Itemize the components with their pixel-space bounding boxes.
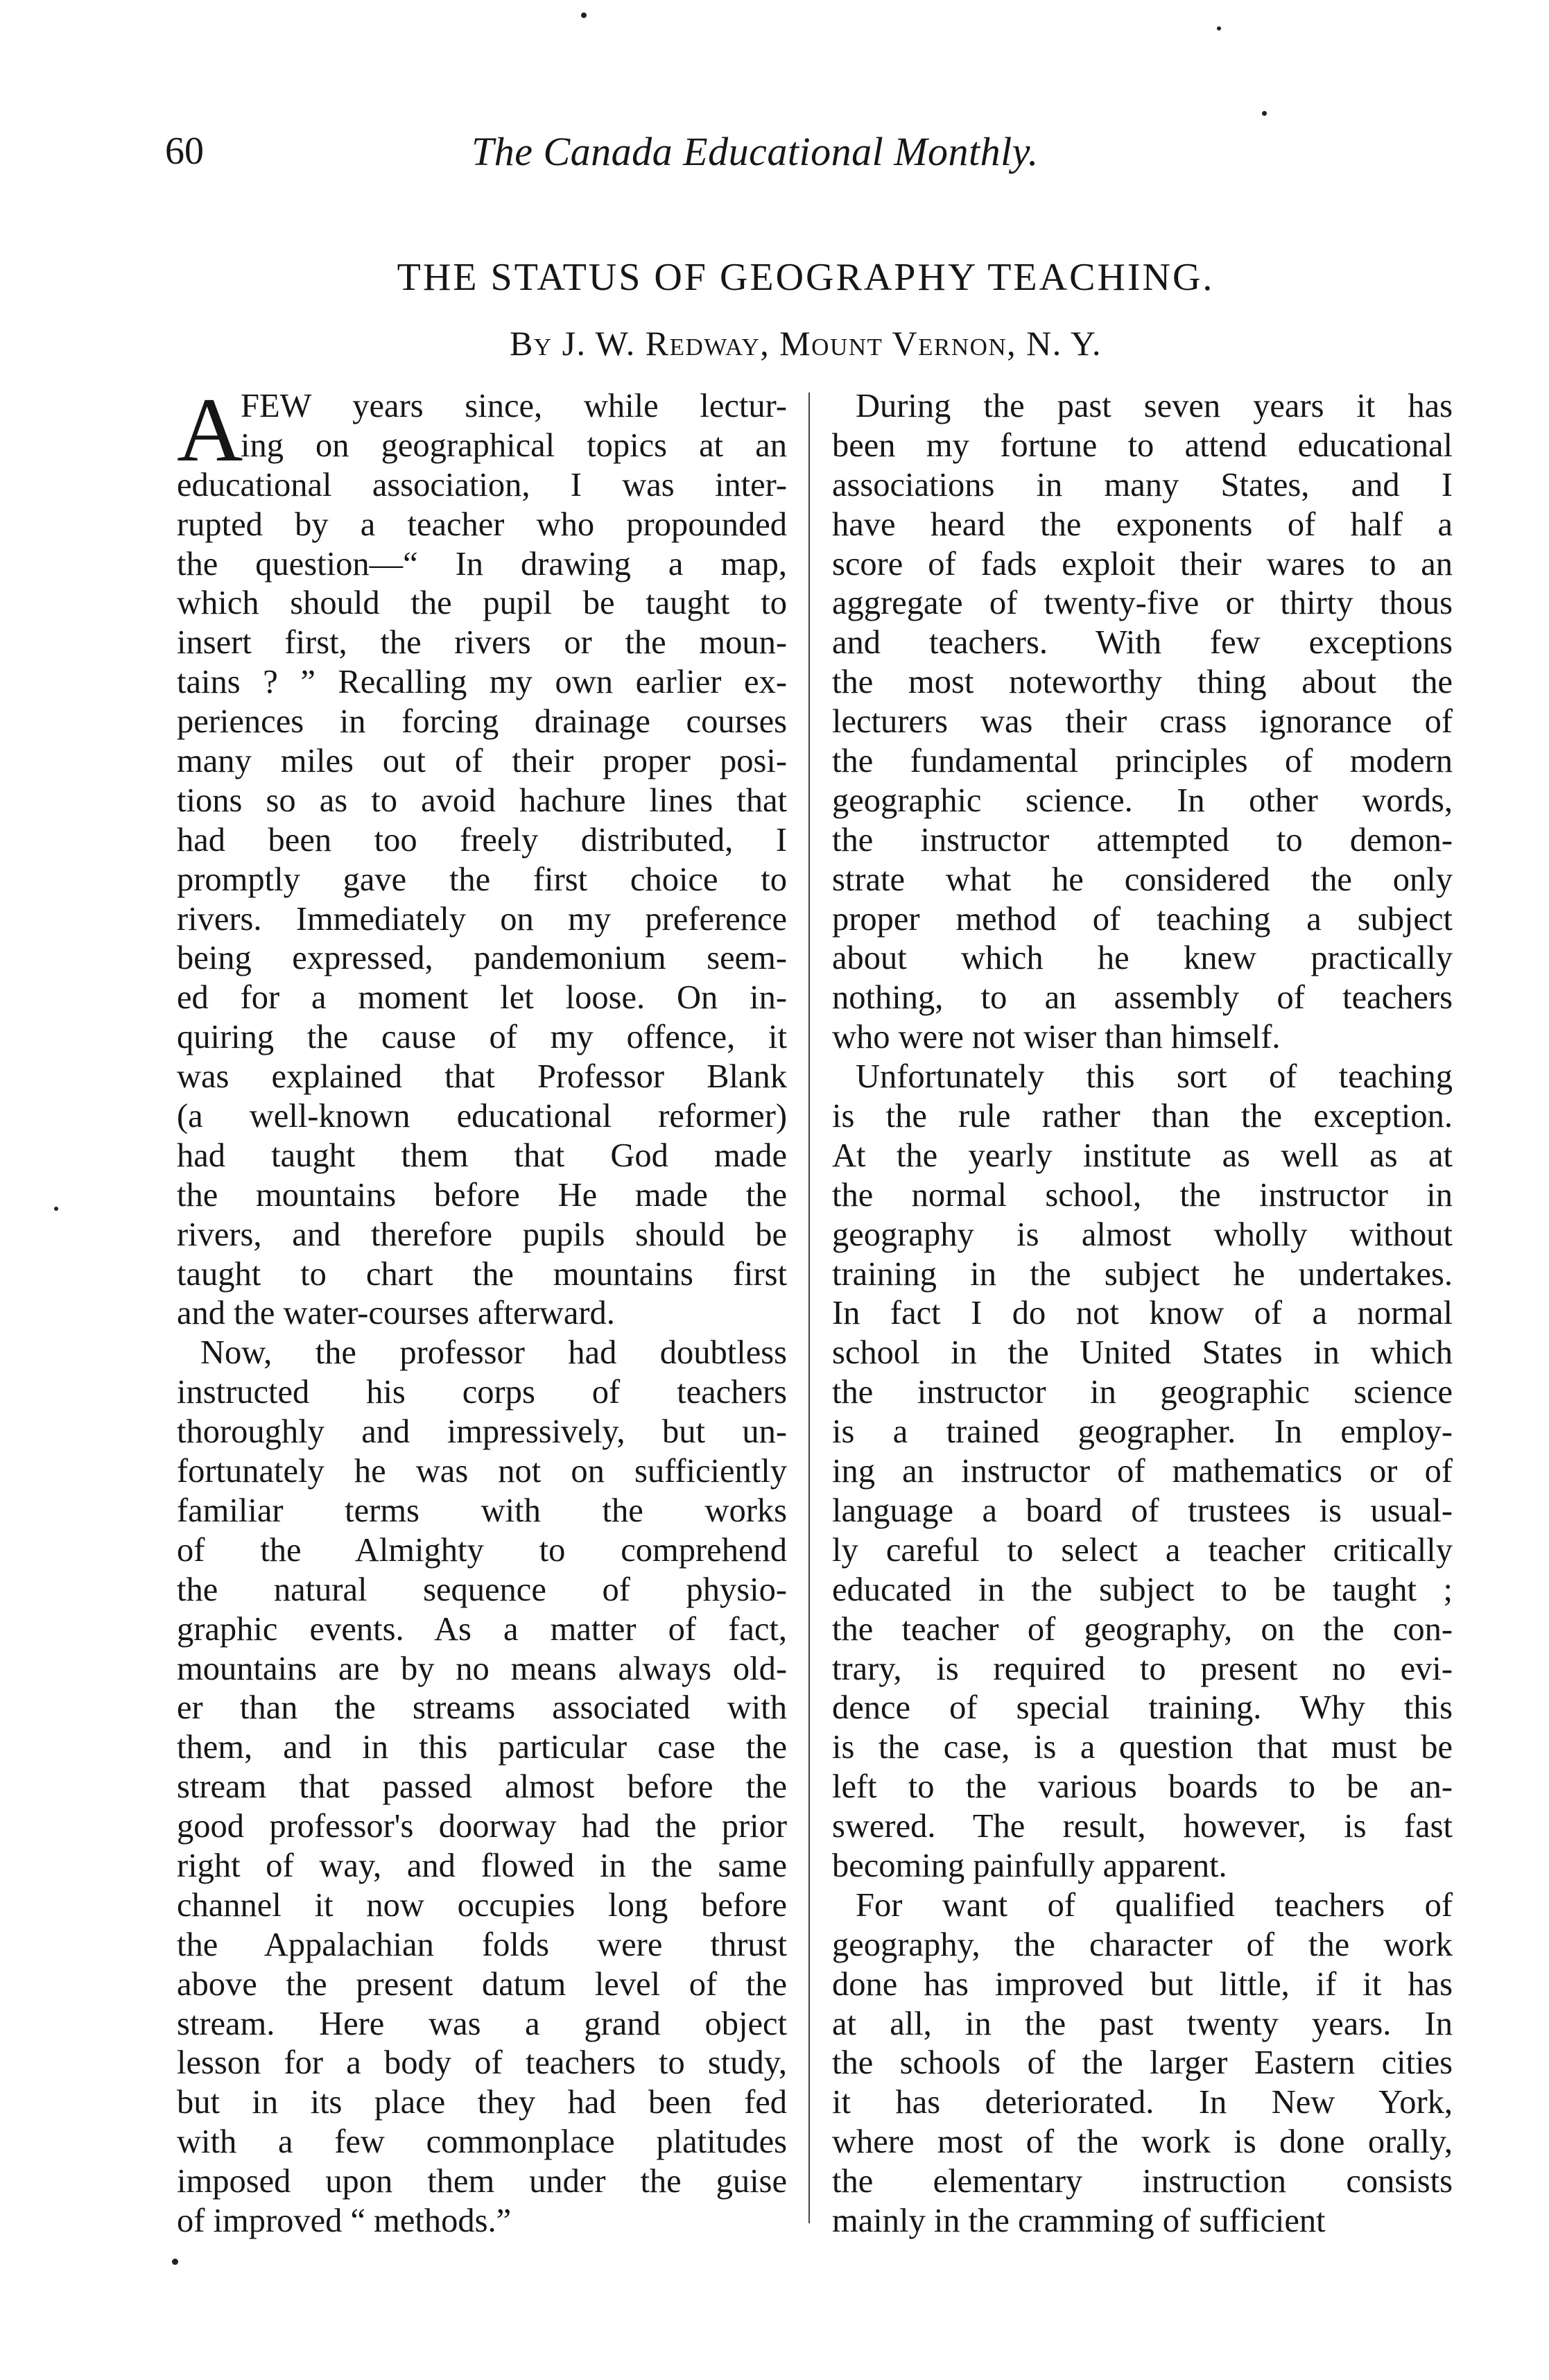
text-line: associations in many States, and I bbox=[832, 466, 1453, 503]
text-line: quiring the cause of my offence, it bbox=[177, 1019, 787, 1056]
text-line: who were not wiser than himself. bbox=[832, 1019, 1281, 1056]
text-line: is the rule rather than the exception. bbox=[832, 1098, 1453, 1135]
text-line: score of fads exploit their wares to an bbox=[832, 545, 1453, 583]
text-line: the most noteworthy thing about the bbox=[832, 664, 1453, 701]
text-line: er than the streams associated with bbox=[177, 1689, 787, 1727]
text-line: becoming painfully apparent. bbox=[832, 1847, 1227, 1884]
text-line: familiar terms with the works bbox=[177, 1492, 787, 1529]
text-line: language a board of trustees is usual- bbox=[832, 1492, 1453, 1529]
text-line: and the water-courses afterward. bbox=[177, 1295, 615, 1332]
text-line: trary, is required to present no evi- bbox=[832, 1650, 1453, 1687]
left-column bbox=[177, 379, 787, 2241]
text-line: nothing, to an assembly of teachers bbox=[832, 979, 1453, 1017]
text-line: is the case, is a question that must be bbox=[832, 1729, 1453, 1766]
text-line: geographic science. In other words, bbox=[832, 782, 1453, 819]
page-number: 60 bbox=[165, 130, 204, 173]
text-line: tains ? ” Recalling my own earlier ex- bbox=[177, 664, 787, 701]
text-line: many miles out of their proper posi- bbox=[177, 743, 787, 780]
text-line: the question—“ In drawing a map, bbox=[177, 545, 787, 583]
text-line: dence of special training. Why this bbox=[832, 1689, 1453, 1727]
text-line: channel it now occupies long before bbox=[177, 1886, 787, 1924]
text-line: strate what he considered the only bbox=[832, 861, 1453, 898]
text-line: with a few commonplace platitudes bbox=[177, 2123, 787, 2161]
text-line: For want of qualified teachers of bbox=[856, 1886, 1453, 1924]
text-line: educated in the subject to be taught ; bbox=[832, 1571, 1453, 1608]
text-line: tions so as to avoid hachure lines that bbox=[177, 782, 787, 819]
text-line: been my fortune to attend educational bbox=[832, 426, 1453, 464]
text-line: imposed upon them under the guise bbox=[177, 2163, 787, 2200]
text-line: insert first, the rivers or the moun- bbox=[177, 624, 787, 662]
text-line: ly careful to select a teacher critically bbox=[832, 1531, 1453, 1569]
text-line: stream that passed almost before the bbox=[177, 1768, 787, 1806]
text-line: educational association, I was inter- bbox=[177, 466, 787, 503]
text-line: was explained that Professor Blank bbox=[177, 1058, 787, 1096]
text-line: the teacher of geography, on the con- bbox=[832, 1610, 1453, 1648]
text-line: left to the various boards to be an- bbox=[832, 1768, 1453, 1806]
text-line: promptly gave the first choice to bbox=[177, 861, 787, 898]
text-line: ing an instructor of mathematics or of bbox=[832, 1453, 1453, 1490]
text-line: instructed his corps of teachers bbox=[177, 1374, 787, 1411]
text-line: the normal school, the instructor in bbox=[832, 1176, 1453, 1214]
text-line: the natural sequence of physio- bbox=[177, 1571, 787, 1608]
text-line: ed for a moment let loose. On in- bbox=[177, 979, 787, 1017]
text-line: being expressed, pandemonium seem- bbox=[177, 940, 787, 977]
text-line: where most of the work is done orally, bbox=[832, 2123, 1453, 2161]
right-column bbox=[832, 387, 1453, 2241]
text-line: school in the United States in which bbox=[832, 1334, 1453, 1372]
text-line: aggregate of twenty-five or thirty thous bbox=[832, 585, 1453, 622]
text-line: of the Almighty to comprehend bbox=[177, 1531, 787, 1569]
scan-speck bbox=[54, 1207, 58, 1211]
text-line: mainly in the cramming of sufficient bbox=[832, 2202, 1326, 2239]
article-byline: By J. W. Redway, Mount Vernon, N. Y. bbox=[509, 324, 1102, 363]
text-line: about which he knew practically bbox=[832, 940, 1453, 977]
text-line: the Appalachian folds were thrust bbox=[177, 1926, 787, 1963]
text-line: had been too freely distributed, I bbox=[177, 821, 787, 859]
text-line: thoroughly and impressively, but un- bbox=[177, 1413, 787, 1451]
text-line: the fundamental principles of modern bbox=[832, 743, 1453, 780]
column-divider bbox=[808, 393, 810, 2223]
text-line: is a trained geographer. In employ- bbox=[832, 1413, 1453, 1451]
text-line: done has improved but little, if it has bbox=[832, 1965, 1453, 2003]
text-line: the schools of the larger Eastern cities bbox=[832, 2044, 1453, 2082]
text-line: of improved “ methods.” bbox=[177, 2202, 512, 2239]
text-line: During the past seven years it has bbox=[856, 388, 1453, 424]
text-line: good professor's doorway had the prior bbox=[177, 1808, 787, 1845]
text-line: the elementary instruction consists bbox=[832, 2163, 1453, 2200]
text-line: At the yearly institute as well as at bbox=[832, 1137, 1453, 1174]
text-line: Now, the professor had doubtless bbox=[200, 1334, 787, 1372]
text-line: geography, the character of the work bbox=[832, 1926, 1453, 1963]
text-line: had taught them that God made bbox=[177, 1137, 787, 1174]
text-line: the instructor attempted to demon- bbox=[832, 821, 1453, 859]
text-line: rivers. Immediately on my preference bbox=[177, 900, 787, 938]
text-line: but in its place they had been fed bbox=[177, 2084, 787, 2121]
text-line: FEW years since, while lectur- bbox=[241, 388, 787, 424]
text-line: right of way, and flowed in the same bbox=[177, 1847, 787, 1884]
text-line: ing on geographical topics at an bbox=[241, 426, 787, 464]
drop-cap: A bbox=[177, 379, 243, 481]
text-line: stream. Here was a grand object bbox=[177, 2005, 787, 2042]
text-line: (a well-known educational reformer) bbox=[177, 1098, 787, 1135]
text-line: graphic events. As a matter of fact, bbox=[177, 1610, 787, 1648]
text-line: the mountains before He made the bbox=[177, 1176, 787, 1214]
text-line: rivers, and therefore pupils should be bbox=[177, 1216, 787, 1253]
scan-speck bbox=[581, 12, 587, 18]
text-line: rupted by a teacher who propounded bbox=[177, 506, 787, 543]
text-line: them, and in this particular case the bbox=[177, 1729, 787, 1766]
text-line: and teachers. With few exceptions bbox=[832, 624, 1453, 662]
scan-speck bbox=[1217, 26, 1221, 31]
text-line: mountains are by no means always old- bbox=[177, 1650, 787, 1687]
text-line: swered. The result, however, is fast bbox=[832, 1808, 1453, 1845]
text-line: training in the subject he undertakes. bbox=[832, 1255, 1453, 1293]
text-line: taught to chart the mountains first bbox=[177, 1255, 787, 1293]
text-line: it has deteriorated. In New York, bbox=[832, 2084, 1453, 2121]
text-line: lecturers was their crass ignorance of bbox=[832, 703, 1453, 741]
text-line: lesson for a body of teachers to study, bbox=[177, 2044, 787, 2082]
text-line: above the present datum level of the bbox=[177, 1965, 787, 2003]
scan-speck bbox=[172, 2259, 178, 2265]
article-title: THE STATUS OF GEOGRAPHY TEACHING. bbox=[397, 256, 1215, 299]
text-line: proper method of teaching a subject bbox=[832, 900, 1453, 938]
scan-speck bbox=[1262, 111, 1267, 116]
journal-title: The Canada Educational Monthly. bbox=[471, 129, 1039, 174]
text-line: geography is almost wholly without bbox=[832, 1216, 1453, 1253]
text-line: fortunately he was not on sufficiently bbox=[177, 1453, 787, 1490]
text-line: In fact I do not know of a normal bbox=[832, 1295, 1453, 1332]
text-line: periences in forcing drainage courses bbox=[177, 703, 787, 741]
text-line: at all, in the past twenty years. In bbox=[832, 2005, 1453, 2042]
text-line: which should the pupil be taught to bbox=[177, 585, 787, 622]
text-line: the instructor in geographic science bbox=[832, 1374, 1453, 1411]
text-line: have heard the exponents of half a bbox=[832, 506, 1453, 543]
text-line: Unfortunately this sort of teaching bbox=[856, 1058, 1453, 1096]
